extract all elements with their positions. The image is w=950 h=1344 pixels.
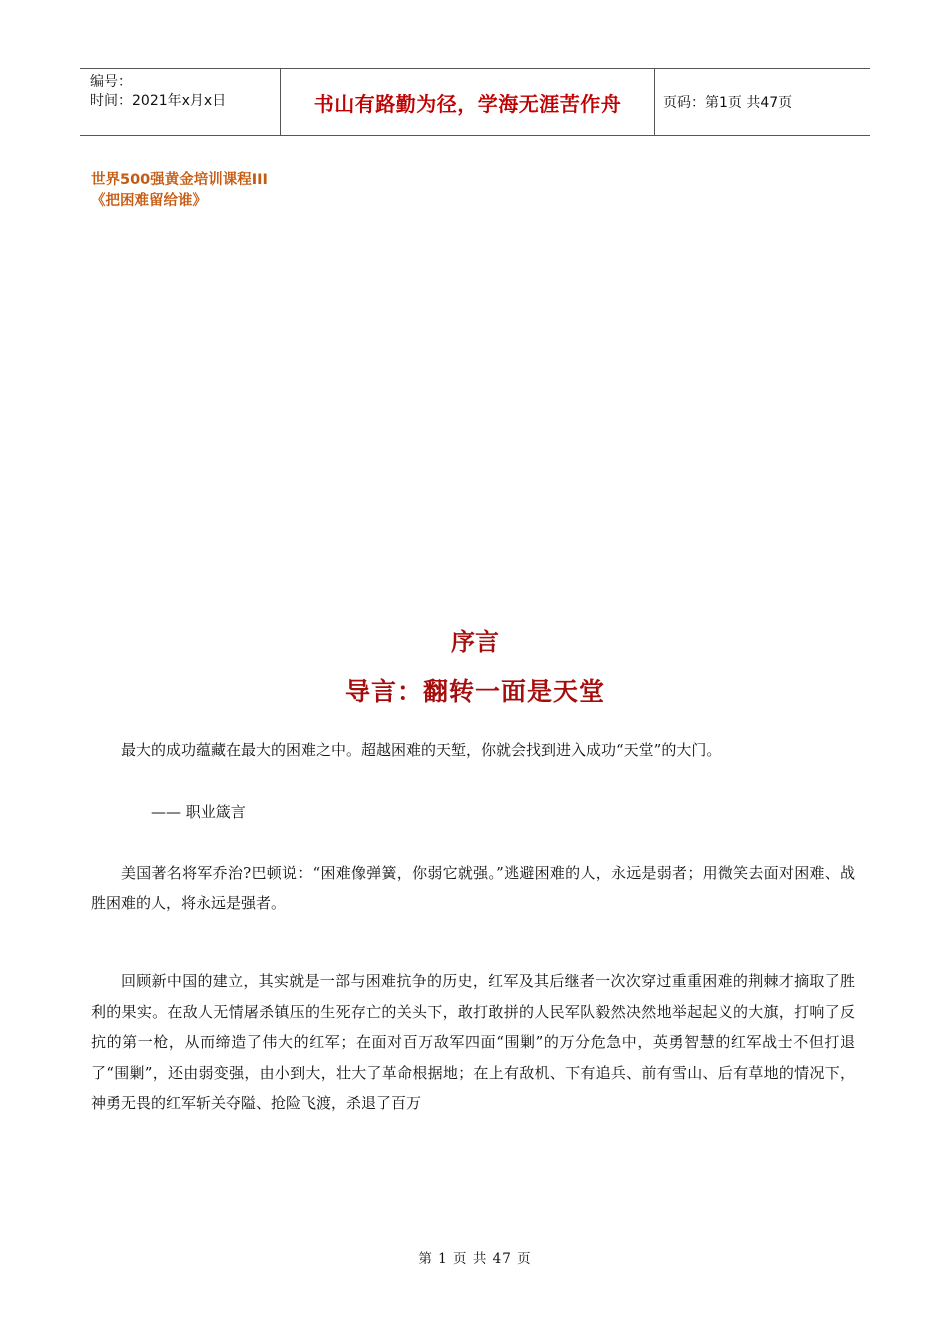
- header-meta: [80, 69, 280, 135]
- epigraph-paragraph: 最大的成功蕴藏在最大的困难之中。超越困难的天堑，你就会找到进入成功“天堂”的大门。: [121, 741, 722, 759]
- course-title-block: [91, 170, 268, 212]
- patton-paragraph: 美国著名将军乔治?巴顿说：“困难像弹簧，你弱它就强。”逃避困难的人，永远是弱者；用微笑去面对困难、战胜困难的人，将永远是强者。: [91, 864, 855, 912]
- page-footer: 第 1 页 共 47 页: [418, 1251, 532, 1267]
- number-label: 编号：: [90, 74, 132, 90]
- time-label: 时间：2021年x月x日: [90, 93, 227, 109]
- header-page-info: 页码：第1页 共47页: [663, 95, 793, 111]
- course-series-title: 世界500强黄金培训课程III: [91, 172, 268, 188]
- course-book-title: 《把困难留给谁》: [91, 193, 207, 209]
- intro-heading: 导言：翻转一面是天堂: [344, 677, 605, 706]
- document-header: [80, 68, 870, 136]
- epigraph-attribution: —— 职业箴言: [151, 803, 246, 821]
- preface-heading: 序言: [451, 627, 499, 656]
- header-motto: 书山有路勤为径，学海无涯苦作舟: [280, 69, 655, 135]
- history-paragraph: 回顾新中国的建立，其实就是一部与困难抗争的历史，红军及其后继者一次次穿过重重困难的荆棘才摘取了胜利的果实。在敌人无情屠杀镇压的生死存亡的关头下，敢打敢拼的人民军队毅然决然地举起起义的大旗，打响了反抗的第一枪，从而缔造了伟大的红军；在面对百万敌军四面“围剿”的万分危急中，英勇智慧的红军战士不但打退了“围剿”，还由弱变强，由小到大，壮大了革命根据地；在上有敌机、下有追兵、前有雪山、后有草地的情况下，神勇无畏的红军斩关夺隘、抢险飞渡，杀退了百万: [91, 972, 855, 1112]
